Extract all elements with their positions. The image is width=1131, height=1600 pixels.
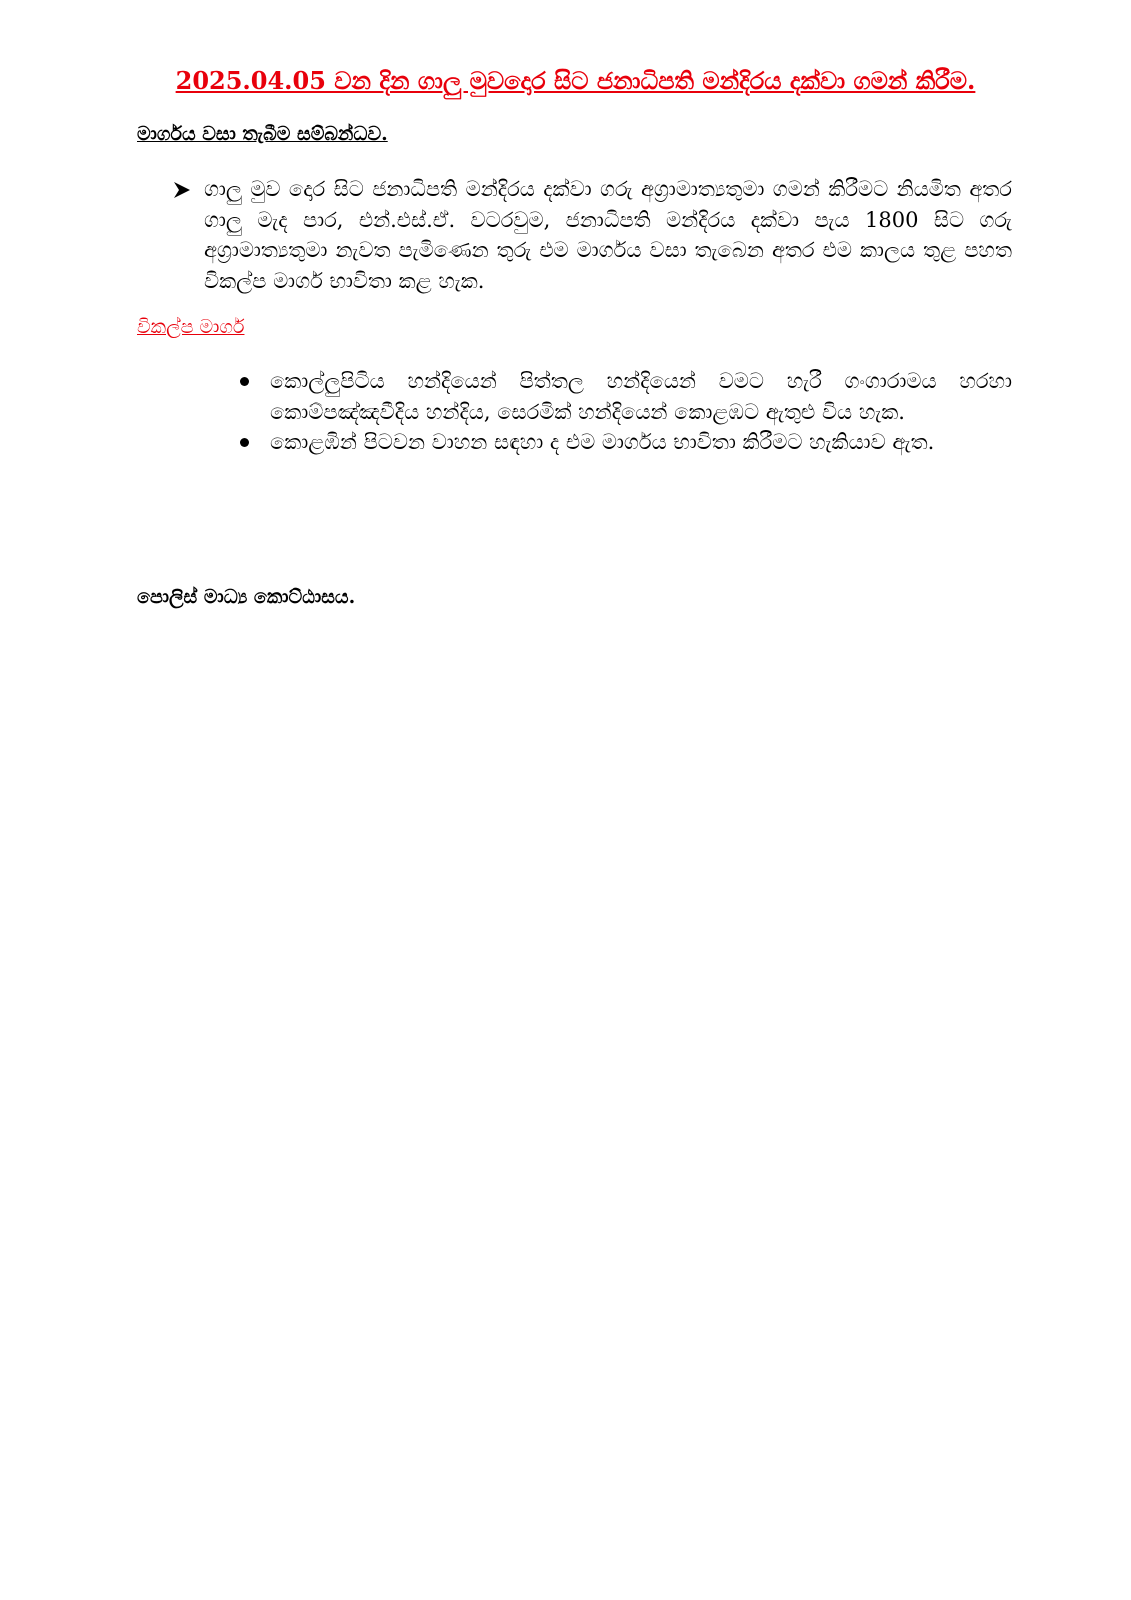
bullet-icon — [240, 377, 249, 386]
alternative-routes-heading: විකල්ප මාර්ග — [137, 316, 245, 338]
closure-notice — [172, 174, 1012, 296]
arrow-bullet-icon — [172, 180, 192, 200]
closure-paragraph: ගාලු මුව දොර සිට ජනාධිපති මන්දිරය දක්වා ගරු අග්‍රාමාත්‍යතුමා ගමන් කිරීමට නියමිත අතර ගාලු මැද පාර, එන්.එස්.ඒ. වටරවුම, ජනාධිපති මන්දිරය දක්වා පැය 1800 සිට ගරු අග්‍රාමාත්‍යතුමා නැවත පැමිණෙන තුරු එම මාර්ගය වසා තැබෙන අතර එම කාලය තුළ පහත විකල්ප මාර්ග භාවිතා කළ හැක. — [204, 177, 1012, 293]
route-text: කොල්ලුපිටිය හන්දියෙන් පිත්තල හන්දියෙන් වමට හැරී ගංගාරාමය හරහා කොම්පඤ්ඤවීදිය හන්දිය, සෙරමික් හන්දියෙන් කොළඹට ඇතුළු විය හැක. — [270, 369, 1012, 424]
alternative-routes-list — [240, 366, 1012, 458]
road-closure-heading: මාර්ගය වසා තැබීම සම්බන්ධව. — [137, 123, 388, 145]
issuer-signature: පොලිස් මාධ්‍ය කොට්ඨාසය. — [137, 586, 356, 608]
document-title: 2025.04.05 වන දින ගාලු මුවදොර සිට ජනාධිපති මන්දිරය දක්වා ගමන් කිරීම. — [175, 66, 976, 95]
bullet-icon — [240, 438, 249, 447]
list-item — [240, 366, 1012, 427]
list-item — [240, 427, 1012, 458]
route-text: කොළඹින් පිටවන වාහන සඳහා ද එම මාර්ගය භාවිතා කිරීමට හැකියාව ඇත. — [270, 430, 935, 454]
